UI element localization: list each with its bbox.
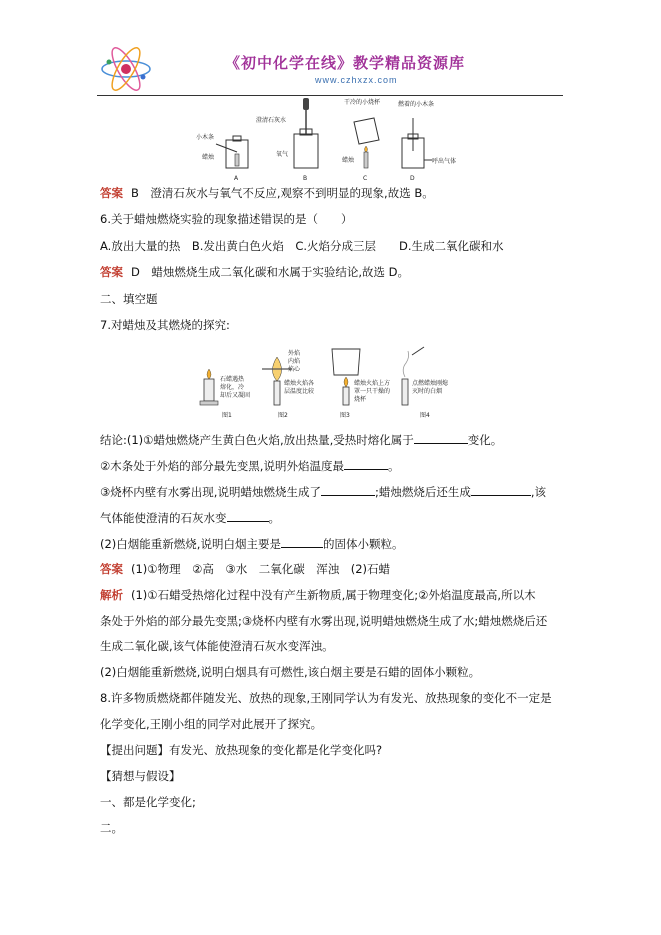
q6-answer xyxy=(100,264,409,280)
header-url: www.czhxzx.com xyxy=(315,75,398,85)
atom-logo-icon xyxy=(99,44,153,94)
svg-text:蜡烛火焰各: 蜡烛火焰各 xyxy=(284,380,315,387)
q7-conclusion-4: 气体能使澄清的石灰水变 。 xyxy=(100,511,280,525)
label-candle-c: 蜡烛 xyxy=(342,157,355,164)
q7-explanation-2: 条处于外焰的部分最先变黑;③烧杯内壁有水雾出现,说明蜡烛燃烧生成了水;蜡烛燃烧后还 xyxy=(100,614,548,628)
figure-3-beaker xyxy=(332,349,390,419)
answer-label: 答案 xyxy=(100,562,123,576)
experiment-figure-abcd xyxy=(196,96,466,182)
svg-text:灭时的白烟: 灭时的白烟 xyxy=(412,388,443,395)
svg-text:图1: 图1 xyxy=(222,412,232,419)
svg-text:烧杯: 烧杯 xyxy=(354,396,367,403)
svg-text:焰心: 焰心 xyxy=(288,366,301,373)
q7-explanation-4: (2)白烟能重新燃烧,说明白烟具有可燃性,该白烟主要是石蜡的固体小颗粒。 xyxy=(100,665,481,679)
explanation-label: 解析 xyxy=(100,588,123,602)
candle-experiment-figure xyxy=(198,345,462,421)
q5-answer xyxy=(100,185,434,201)
q7-conclusion-2: ②木条处于外焰的部分最先变黑,说明外焰温度最 。 xyxy=(100,459,400,473)
figure-4-white-smoke xyxy=(402,347,449,419)
apparatus-c xyxy=(342,98,381,182)
q8-line-1: 8.许多物质燃烧都伴随发光、放热的现象,王刚同学认为有发光、放热现象的变化不一定是 xyxy=(100,691,552,705)
q8-line-5: 一、都是化学变化; xyxy=(100,795,196,809)
answer-label: 答案 xyxy=(100,265,123,279)
q8-line-3: 【提出问题】有发光、放热现象的变化都是化学变化吗? xyxy=(100,743,383,757)
svg-text:罩一只干燥的: 罩一只干燥的 xyxy=(354,388,391,395)
label-wood-strip: 小木条 xyxy=(196,134,215,141)
letter-a: A xyxy=(234,175,239,182)
q7-explanation-3: 生成二氧化碳,该气体能使澄清石灰水变浑浊。 xyxy=(100,639,334,653)
svg-text:图3: 图3 xyxy=(340,412,350,419)
svg-text:蜡烛火焰上方: 蜡烛火焰上方 xyxy=(354,380,391,387)
svg-text:点燃蜡烛刚熄: 点燃蜡烛刚熄 xyxy=(412,380,449,387)
letter-d: D xyxy=(410,175,415,182)
blank-5[interactable] xyxy=(227,509,269,522)
answer-label: 答案 xyxy=(100,186,123,200)
figure-1-melting xyxy=(200,369,250,419)
label-burning-strip: 燃着的小木条 xyxy=(398,101,435,108)
letter-c: C xyxy=(363,175,368,182)
letter-b: B xyxy=(303,175,308,182)
blank-6[interactable] xyxy=(281,535,323,548)
blank-1[interactable] xyxy=(414,431,468,444)
q7-conclusion-5: (2)白烟能重新燃烧,说明白烟主要是 的固体小颗粒。 xyxy=(100,537,404,551)
label-limewater: 澄清石灰水 xyxy=(256,117,287,124)
q8-line-2: 化学变化,王刚小组的同学对此展开了探究。 xyxy=(100,717,323,731)
q6-options: A.放出大量的热 B.发出黄白色火焰 C.火焰分成三层 D.生成二氧化碳和水 xyxy=(100,239,504,253)
apparatus-d xyxy=(398,100,456,182)
svg-text:熔化，冷: 熔化，冷 xyxy=(220,384,245,391)
q7-conclusion-1: 结论:(1)①蜡烛燃烧产生黄白色火焰,放出热量,受热时熔化属于 变化。 xyxy=(100,433,503,447)
section-fill-blank: 二、填空题 xyxy=(100,292,158,306)
apparatus-a xyxy=(196,133,248,182)
svg-text:内焰: 内焰 xyxy=(288,358,301,365)
q7-answer-text: (1)①物理 ②高 ③水 二氧化碳 浑浊 (2)石蜡 xyxy=(131,562,391,576)
svg-text:图2: 图2 xyxy=(278,412,288,419)
blank-2[interactable] xyxy=(344,457,388,470)
svg-text:层温度比较: 层温度比较 xyxy=(284,388,315,395)
q7-answer xyxy=(100,561,390,577)
blank-3[interactable] xyxy=(321,483,375,496)
svg-text:石蜡遇热: 石蜡遇热 xyxy=(220,376,245,383)
label-candle-a: 蜡烛 xyxy=(202,154,215,161)
q6-answer-text: D 蜡烛燃烧生成二氧化碳和水属于实验结论,故选 D。 xyxy=(131,265,410,279)
label-dry-beaker: 干冷的小烧杯 xyxy=(344,99,381,106)
q8-line-4: 【猜想与假设】 xyxy=(100,769,181,783)
svg-text:外焰: 外焰 xyxy=(288,350,301,357)
q8-line-6: 二。 xyxy=(100,821,123,835)
q5-answer-text: B 澄清石灰水与氧气不反应,观察不到明显的现象,故选 B。 xyxy=(131,186,434,200)
blank-4[interactable] xyxy=(471,483,531,496)
label-exhaled: 呼出气体 xyxy=(432,158,457,165)
q7-conclusion-3: ③烧杯内壁有水雾出现,说明蜡烛燃烧生成了 ;蜡烛燃烧后还生成 ,该 xyxy=(100,485,546,499)
apparatus-b xyxy=(256,98,318,182)
page-header xyxy=(97,44,563,96)
q7-explanation-1: 解析 (1)①石蜡受热熔化过程中没有产生新物质,属于物理变化;②外焰温度最高,所以木 xyxy=(100,588,536,602)
header-title: 《初中化学在线》教学精品资源库 xyxy=(225,54,466,72)
svg-text:图4: 图4 xyxy=(420,412,430,419)
svg-text:却后又凝固: 却后又凝固 xyxy=(220,392,251,399)
q7-question: 7.对蜡烛及其燃烧的探究: xyxy=(100,318,230,332)
label-oxygen: 氧气 xyxy=(276,151,289,158)
figure-2-flame-layers xyxy=(262,349,315,419)
q6-question: 6.关于蜡烛燃烧实验的现象描述错误的是（ ） xyxy=(100,212,353,226)
